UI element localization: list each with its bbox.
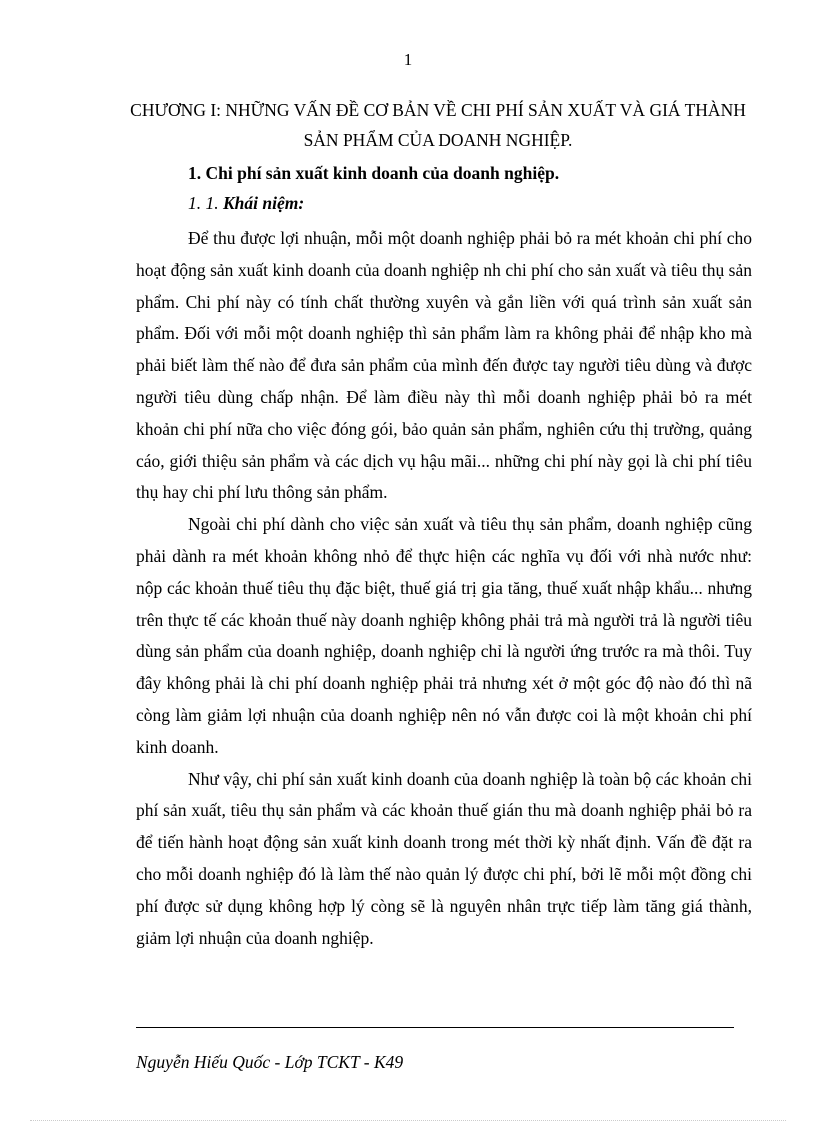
body-text xyxy=(136,223,752,954)
subsection-heading xyxy=(188,188,304,218)
section-heading: 1. Chi phí sản xuất kinh doanh của doanh nghiệp. xyxy=(188,163,560,183)
subsection-label: Khái niệm: xyxy=(223,193,305,213)
footer-divider xyxy=(136,1027,734,1028)
chapter-title: CHƯƠNG I: NHỮNG VẤN ĐỀ CƠ BẢN VỀ CHI PHÍ SẢN XUẤT VÀ GIÁ THÀNH SẢN PHẨM CỦA DOANH NGHIỆP. xyxy=(130,100,746,150)
page-edge-divider xyxy=(30,1120,786,1121)
footer-text: Nguyễn Hiếu Quốc - Lớp TCKT - K49 xyxy=(136,1052,404,1072)
paragraph-3: Như vậy, chi phí sản xuất kinh doanh của doanh nghiệp là toàn bộ các khoản chi phí sản xuất, tiêu thụ sản phẩm và các khoản thuế gián thu mà doanh nghiệp phải bỏ ra để tiến hành hoạt động sản xuất kinh doanh trong mét thời kỳ nhất định. Vấn đề đặt ra cho mỗi doanh nghiệp đó là làm thế nào quản lý được chi phí, bởi lẽ mỗi một đồng chi phí được sử dụng không hợp lý còng sẽ là nguyên nhân trực tiếp làm tăng giá thành, giảm lợi nhuận của doanh nghiệp. xyxy=(136,768,752,948)
paragraph-1: Để thu được lợi nhuận, mỗi một doanh nghiệp phải bỏ ra mét khoản chi phí cho hoạt động sản xuất kinh doanh của doanh nghiệp nh chi phí cho sản xuất và tiêu thụ sản phẩm. Chi phí này có tính chất thường xuyên và gắn liền với quá trình sản xuất sản phẩm. Đối với mỗi một doanh nghiệp thì sản phẩm làm ra không phải để nhập kho mà phải biết làm thế nào để đưa sản phẩm của mình đến được tay người tiêu dùng và được người tiêu dùng chấp nhận. Để làm điều này thì mỗi doanh nghiệp phải bỏ ra mét khoản chi phí nữa cho việc đóng gói, bảo quản sản phẩm, nghiên cứu thị trường, quảng cáo, giới thiệu sản phẩm và các dịch vụ hậu mãi... những chi phí này gọi là chi phí tiêu thụ hay chi phí lưu thông sản phẩm. xyxy=(136,228,752,503)
subsection-number: 1. 1. xyxy=(188,193,219,213)
page-number: 1 xyxy=(403,50,413,69)
paragraph-2: Ngoài chi phí dành cho việc sản xuất và tiêu thụ sản phẩm, doanh nghiệp cũng phải dành ra mét khoản không nhỏ để thực hiện các nghĩa vụ đối với nhà nước như: nộp các khoản thuế tiêu thụ đặc biệt, thuế giá trị gia tăng, thuế xuất nhập khẩu... nhưng trên thực tế các khoản thuế này doanh nghiệp không phải trả mà người trả là người tiêu dùng sản phẩm của doanh nghiệp, doanh nghiệp chỉ là người ứng trước ra mà thôi. Tuy đây không phải là chi phí doanh nghiệp phải trả nhưng xét ở một góc độ nào đó thì nã còng làm giảm lợi nhuận của doanh nghiệp nên nó vẫn được coi là một khoản chi phí kinh doanh. xyxy=(136,514,752,757)
